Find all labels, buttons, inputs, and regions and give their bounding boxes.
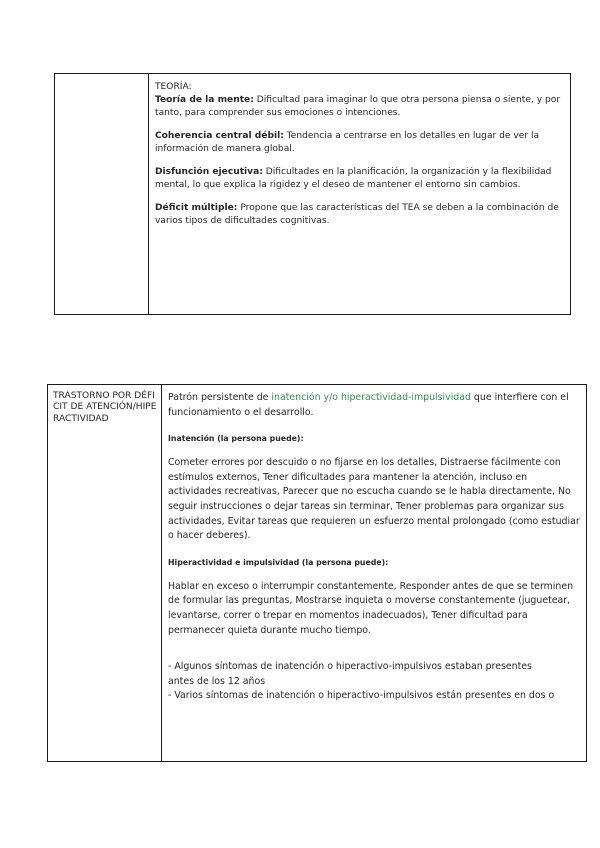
theory-item-title: Déficit múltiple: (155, 203, 238, 213)
adhd-intro-post: que interfiere con el funcionamiento o el desarrollo. (168, 392, 569, 418)
theory-item (155, 94, 564, 120)
adhd-intro (168, 391, 580, 420)
inattention-text: Cometer errores por descuido o no fijarse en los detalles, Distraerse fácilmente con estímulos externos, Tener dificultades para mantener la atención, incluso en actividades recreativas, Parecer que no escucha cuando se le habla directamente, No seguir instrucciones o dejar tareas sin terminar, Tener problemas para organizar sus actividades, Evitar tareas que requieren un esfuerzo mental prolongado (como estudiar o hacer deberes). (168, 457, 580, 542)
criteria-item: - Varios síntomas de inatención o hiperactivo-impulsivos están presentes en dos o (168, 690, 555, 702)
hyperactivity-title: Hiperactividad e impulsividad (la persona puede): (168, 557, 389, 567)
theory-item-text: Dificultades en la planificación, la organización y la flexibilidad mental, lo que explica la rigidez y el deseo de mantener el entorno sin cambios. (155, 167, 552, 190)
adhd-table (47, 384, 587, 762)
theory-item-title: Coherencia central débil: (155, 131, 284, 141)
adhd-heading: TRASTORNO POR DÉFICIT DE ATENCIÓN/HIPERACTIVIDAD (53, 391, 157, 424)
adhd-intro-pre: Patrón persistente de (168, 392, 272, 403)
inattention-title: Inatención (la persona puede): (168, 434, 304, 444)
theory-item-text: Tendencia a centrarse en los detalles en lugar de ver la información de manera global. (155, 131, 540, 154)
hyperactivity-text: Hablar en exceso o interrumpir constantemente, Responder antes de que se terminen de formular las preguntas, Mostrarse inquieta o moverse constantemente (juguetear, levantarse, correr o trepar en momentos inadecuados), Tener dificultad para permanecer quieta durante mucho tiempo. (168, 580, 574, 636)
theory-item (155, 202, 564, 228)
theory-content-cell (149, 74, 571, 315)
theory-item-title: Teoría de la mente: (155, 95, 254, 105)
theory-item-title: Disfunción ejecutiva: (155, 167, 263, 177)
theory-item-text: Dificultad para imaginar lo que otra persona piensa o siente, y por tanto, para comprender sus emociones o intenciones. (155, 95, 561, 118)
theory-item (155, 166, 564, 192)
theory-item-text: Propone que las características del TEA se deben a la combinación de varios tipos de dificultades cognitivas. (155, 203, 559, 226)
adhd-heading-cell (48, 385, 162, 762)
criteria-item: - Algunos síntomas de inatención o hiperactivo-impulsivos estaban presentes antes de los 12 años (168, 661, 532, 687)
theory-left-cell (55, 74, 149, 315)
theory-label: TEORÍA: (155, 82, 192, 92)
theory-table (54, 73, 571, 315)
adhd-intro-highlight: inatención y/o hiperactividad-impulsividad (271, 392, 471, 403)
theory-item (155, 130, 564, 156)
adhd-content-cell (162, 385, 587, 762)
